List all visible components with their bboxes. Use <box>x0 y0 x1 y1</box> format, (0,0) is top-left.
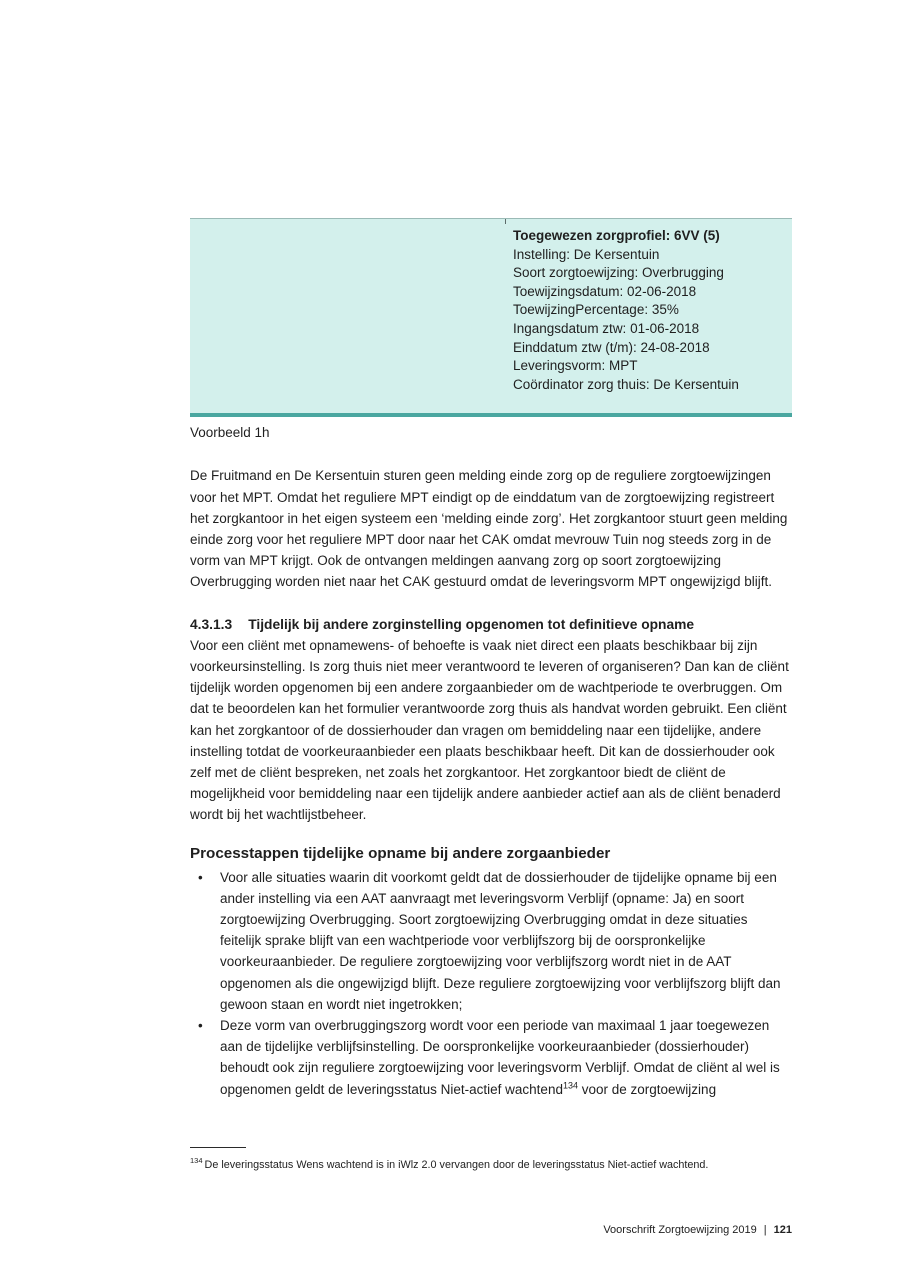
bullet-icon: • <box>198 869 203 885</box>
footnote <box>190 1158 792 1172</box>
footer-page-number: 121 <box>773 1224 792 1236</box>
footnote-text: De leveringsstatus Wens wachtend is in iWlz 2.0 vervangen door de leveringsstatus Niet-actief wachtend. <box>204 1159 709 1171</box>
section-heading-4313 <box>190 614 792 635</box>
bullet-icon: • <box>198 1018 203 1034</box>
process-steps-heading: Processtappen tijdelijke opname bij andere zorgaanbieder <box>190 844 611 862</box>
list-item <box>190 867 792 1015</box>
infobox-leveringsvorm-line: Leveringsvorm: MPT <box>513 358 638 374</box>
list-item-text: Deze vorm van overbruggingszorg wordt voor een periode van maximaal 1 jaar toegewezen aan de tijdelijke verblijfsinstelling. De oorspronkelijke voorkeuraanbieder (dossierhouder) behoudt ook zijn reguliere zorgtoewijzing voor leveringsvorm Verblijf. Omdat de cliënt al wel is opgenomen geldt de leveringsstatus Niet-actief wachtend <box>220 1018 780 1097</box>
infobox-toewijzingpercentage-line: ToewijzingPercentage: 35% <box>513 302 679 318</box>
example-infobox <box>190 218 792 417</box>
footnote-reference: 134 <box>562 1080 578 1091</box>
footer-separator: | <box>763 1224 767 1236</box>
paragraph-melding-einde-zorg: De Fruitmand en De Kersentuin sturen geen melding einde zorg op de reguliere zorgtoewijzingen voor het MPT. Omdat het reguliere MPT eindigt op de einddatum van de zorgtoewijzing registreert het zorgkantoor in het eigen systeem een ‘melding einde zorg’. Het zorgkantoor stuurt geen melding einde zorg voor het reguliere MPT door naar het CAK omdat mevrouw Tuin nog steeds zorg in de vorm van MPT krijgt. Ook de ontvangen meldingen aanvang zorg op soort zorgtoewijzing Overbrugging worden niet naar het CAK gestuurd omdat de leveringsvorm MPT ongewijzigd blijft. <box>190 468 788 590</box>
list-item-text: Voor alle situaties waarin dit voorkomt geldt dat de dossierhouder de tijdelijke opname bij een ander instelling via een AAT aanvraagt met leveringsvorm Verblijf (opname: Ja) en soort zorgtoewijzing Overbrugging. Soort zorgtoewijzing Overbrugging omdat in deze situaties feitelijk sprake blijft van een wachtperiode voor verblijfszorg bij de oorspronkelijke voorkeuraanbieder. De reguliere zorgtoewijzing voor verblijfszorg wordt niet in de AAT opgenomen als die ongewijzigd blijft. Deze reguliere zorgtoewijzing voor verblijfszorg blijft dan gewoon staan en wordt niet ingetrokken; <box>220 869 781 1012</box>
list-item-text: voor de zorgtoewijzing <box>578 1081 717 1097</box>
infobox-soort-zorgtoewijzing-line: Soort zorgtoewijzing: Overbrugging <box>513 265 724 281</box>
infobox-einddatum-line: Einddatum ztw (t/m): 24-08-2018 <box>513 339 710 355</box>
infobox-zorgprofiel-line: Toegewezen zorgprofiel: 6VV (5) <box>513 228 720 243</box>
example-caption: Voorbeeld 1h <box>190 425 270 441</box>
list-item <box>190 1015 792 1100</box>
page-content <box>190 0 792 1100</box>
infobox-coordinator-line: Coördinator zorg thuis: De Kersentuin <box>513 376 739 392</box>
paragraph-tijdelijke-opname: Voor een cliënt met opnamewens- of behoefte is vaak niet direct een plaats beschikbaar bij zijn voorkeursinstelling. Is zorg thuis niet meer verantwoord te leveren of organiseren? Dan kan de cliënt tijdelijk worden opgenomen bij een andere zorgaanbieder om de wachtperiode te overbruggen. Om dat te beoordelen kan het formulier verantwoorde zorg thuis als handvat worden gebruikt. Een cliënt kan het zorgkantoor of de dossierhouder dan vragen om bemiddeling naar een tijdelijke, andere instelling totdat de voorkeuraanbieder een plaats beschikbaar heeft. Dit kan de dossierhouder ook zelf met de cliënt bespreken, net zoals het zorgkantoor. Het zorgkantoor biedt de cliënt de mogelijkheid voor bemiddeling naar een tijdelijk andere aanbieder actief aan als de cliënt benaderd wordt bij het wachtlijstbeheer. <box>190 637 789 823</box>
section-title: Tijdelijk bij andere zorginstelling opgenomen tot definitieve opname <box>248 616 695 632</box>
process-steps-list <box>190 867 792 1100</box>
footer-document-title: Voorschrift Zorgtoewijzing 2019 <box>603 1224 757 1236</box>
infobox-ingangsdatum-line: Ingangsdatum ztw: 01-06-2018 <box>513 320 700 336</box>
infobox-column-divider <box>505 219 506 224</box>
page-footer <box>603 1223 792 1237</box>
infobox-toewijzingsdatum-line: Toewijzingsdatum: 02-06-2018 <box>513 283 697 299</box>
footnote-separator-rule <box>190 1147 246 1148</box>
section-number: 4.3.1.3 <box>190 616 233 632</box>
infobox-instelling-line: Instelling: De Kersentuin <box>513 246 660 262</box>
footnote-number: 134 <box>190 1156 203 1166</box>
